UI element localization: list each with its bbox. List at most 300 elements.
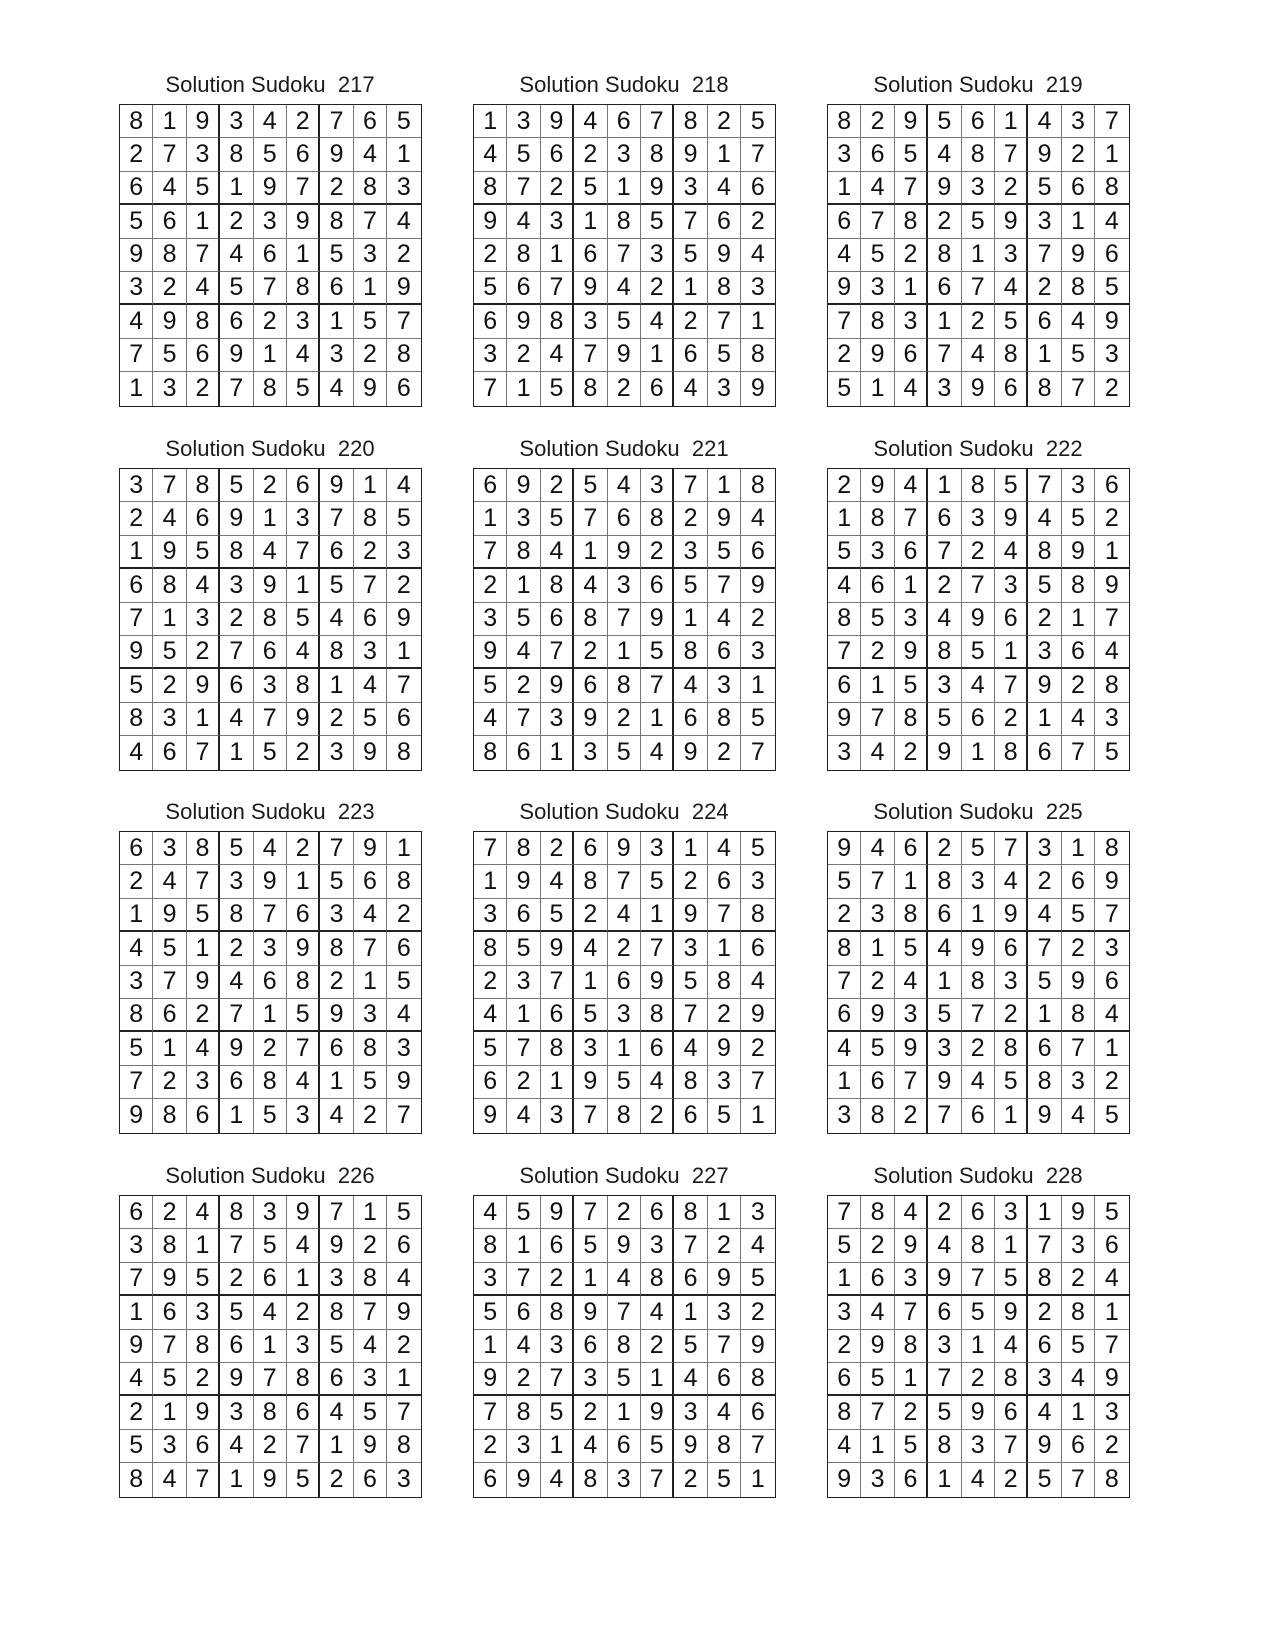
grid-cell: 3 (354, 999, 387, 1032)
grid-cell: 3 (507, 502, 540, 535)
grid-cell: 9 (962, 372, 995, 405)
grid-cell: 9 (541, 932, 574, 965)
grid-cell: 7 (750, 738, 765, 767)
grid-cell: 6 (708, 636, 741, 669)
grid-cell: 3 (962, 1430, 995, 1463)
grid-cell: 3 (254, 205, 287, 238)
grid-cell: 9 (474, 1363, 507, 1396)
grid-cell: 1 (750, 1101, 765, 1130)
puzzle-title: Solution Sudoku 224 (519, 799, 729, 824)
grid-cell: 1 (120, 536, 153, 569)
grid-cell: 1 (1028, 999, 1061, 1032)
grid-cell: 9 (387, 603, 420, 636)
grid-cell: 8 (1062, 272, 1095, 305)
grid-cell: 9 (287, 703, 320, 736)
grid-cell: 9 (861, 999, 894, 1032)
grid-cell: 1 (1062, 205, 1095, 238)
grid-cell: 9 (120, 1099, 153, 1132)
grid-cell: 1 (254, 502, 287, 535)
grid-cell: 8 (507, 239, 540, 272)
grid-cell: 3 (674, 536, 707, 569)
grid-cell: 7 (828, 1196, 861, 1229)
grid-cell: 3 (354, 636, 387, 669)
grid-cell: 8 (741, 1363, 774, 1396)
grid-cell: 5 (1062, 502, 1095, 535)
grid-cell: 7 (474, 536, 507, 569)
grid-cell: 8 (641, 999, 674, 1032)
grid-cell: 5 (320, 239, 353, 272)
grid-cell: 1 (187, 205, 220, 238)
grid-cell: 1 (828, 502, 861, 535)
grid-cell: 3 (995, 239, 1028, 272)
grid-cell: 8 (674, 1196, 707, 1229)
grid-cell: 3 (220, 865, 253, 898)
grid-cell: 3 (1095, 703, 1128, 736)
grid-cell: 6 (220, 1330, 253, 1363)
grid-cell: 5 (287, 999, 320, 1032)
grid-cell: 5 (354, 703, 387, 736)
grid-cell: 8 (120, 105, 153, 138)
grid-cell: 8 (641, 138, 674, 171)
grid-cell: 5 (507, 932, 540, 965)
grid-cell: 1 (153, 105, 186, 138)
grid-cell: 6 (674, 1263, 707, 1296)
grid-cell: 6 (387, 1229, 420, 1262)
grid-cell: 5 (1062, 1330, 1095, 1363)
grid-cell: 6 (995, 932, 1028, 965)
grid-cell: 1 (861, 932, 894, 965)
grid-cell: 9 (187, 105, 220, 138)
grid-cell: 1 (220, 736, 253, 769)
grid-cell: 4 (354, 1330, 387, 1363)
grid-cell: 6 (153, 1296, 186, 1329)
grid-cell: 3 (1028, 832, 1061, 865)
grid-cell: 3 (507, 966, 540, 999)
grid-cell: 2 (354, 1099, 387, 1132)
grid-cell: 9 (741, 999, 774, 1032)
grid-cell: 6 (828, 999, 861, 1032)
grid-cell: 7 (153, 1330, 186, 1363)
grid-cell: 7 (354, 205, 387, 238)
grid-cell: 9 (320, 999, 353, 1032)
puzzle-title: Solution Sudoku 218 (519, 72, 729, 97)
grid-cell: 2 (574, 899, 607, 932)
grid-cell: 9 (574, 703, 607, 736)
grid-cell: 5 (254, 1229, 287, 1262)
grid-cell: 9 (120, 239, 153, 272)
grid-cell: 5 (507, 138, 540, 171)
grid-cell: 4 (153, 172, 186, 205)
grid-cell: 2 (474, 1430, 507, 1463)
grid-cell: 8 (474, 1229, 507, 1262)
grid-cell: 4 (254, 536, 287, 569)
grid-cell: 6 (641, 569, 674, 602)
grid-cell: 5 (541, 1396, 574, 1429)
grid-cell: 7 (320, 502, 353, 535)
grid-cell: 7 (541, 966, 574, 999)
grid-cell: 3 (187, 1066, 220, 1099)
grid-cell: 5 (574, 999, 607, 1032)
grid-cell: 1 (741, 669, 774, 702)
grid-cell: 3 (320, 736, 353, 769)
grid-cell: 7 (254, 899, 287, 932)
grid-cell: 2 (120, 865, 153, 898)
grid-cell: 7 (287, 1032, 320, 1065)
grid-cell: 5 (1095, 272, 1128, 305)
grid-cell: 9 (220, 339, 253, 372)
grid-cell: 3 (828, 1099, 861, 1132)
grid-cell: 2 (962, 1363, 995, 1396)
grid-cell: 7 (220, 636, 253, 669)
grid-cell: 8 (828, 105, 861, 138)
grid-cell: 8 (220, 536, 253, 569)
grid-cell: 3 (608, 1463, 641, 1496)
grid-cell: 3 (507, 1430, 540, 1463)
grid-cell: 4 (574, 569, 607, 602)
grid-cell: 9 (962, 932, 995, 965)
grid-cell: 6 (861, 569, 894, 602)
grid-cell: 8 (187, 1330, 220, 1363)
grid-cell: 7 (741, 1066, 774, 1099)
grid-cell: 2 (320, 703, 353, 736)
grid-cell: 5 (254, 736, 287, 769)
grid-cell: 4 (187, 1196, 220, 1229)
grid-cell: 4 (187, 1032, 220, 1065)
grid-cell: 6 (928, 899, 961, 932)
grid-cell: 3 (641, 469, 674, 502)
grid-cell: 4 (861, 172, 894, 205)
grid-cell: 2 (928, 832, 961, 865)
grid-cell: 9 (1028, 1099, 1061, 1132)
grid-cell: 6 (995, 372, 1028, 405)
grid-cell: 7 (354, 1296, 387, 1329)
grid-cell: 9 (474, 205, 507, 238)
grid-cell: 4 (1095, 1263, 1128, 1296)
grid-cell: 9 (254, 865, 287, 898)
grid-cell: 8 (1095, 669, 1128, 702)
grid-cell: 5 (708, 1463, 741, 1496)
grid-cell: 2 (741, 603, 774, 636)
grid-cell: 7 (320, 105, 353, 138)
grid-cell: 6 (507, 272, 540, 305)
grid-cell: 3 (320, 339, 353, 372)
grid-cell: 3 (220, 569, 253, 602)
grid-cell: 5 (861, 603, 894, 636)
grid-cell: 9 (828, 703, 861, 736)
grid-cell: 8 (574, 603, 607, 636)
grid-cell: 4 (928, 932, 961, 965)
grid-cell: 4 (608, 1263, 641, 1296)
grid-cell: 9 (828, 832, 861, 865)
grid-cell: 5 (895, 138, 928, 171)
grid-cell: 1 (287, 239, 320, 272)
grid-cell: 8 (574, 865, 607, 898)
grid-cell: 4 (541, 536, 574, 569)
grid-cell: 2 (507, 1066, 540, 1099)
puzzle-title: Solution Sudoku 226 (165, 1163, 375, 1188)
grid-cell: 9 (320, 469, 353, 502)
grid-cell: 9 (674, 899, 707, 932)
grid-cell: 3 (541, 1330, 574, 1363)
grid-cell: 6 (895, 536, 928, 569)
grid-cell: 4 (895, 372, 928, 405)
grid-cell: 7 (674, 469, 707, 502)
grid-cell: 3 (1062, 1066, 1095, 1099)
grid-cell: 4 (320, 603, 353, 636)
grid-cell: 3 (320, 899, 353, 932)
grid-cell: 7 (153, 966, 186, 999)
grid-cell: 3 (574, 1032, 607, 1065)
grid-cell: 4 (608, 469, 641, 502)
grid-cell: 9 (608, 1229, 641, 1262)
grid-cell: 9 (1062, 536, 1095, 569)
grid-cell: 4 (220, 239, 253, 272)
grid-cell: 8 (287, 1363, 320, 1396)
grid-cell: 9 (153, 1263, 186, 1296)
grid-cell: 8 (741, 469, 774, 502)
grid-cell: 4 (320, 1396, 353, 1429)
grid-cell: 2 (895, 1396, 928, 1429)
grid-cell: 3 (287, 305, 320, 338)
grid-cell: 1 (895, 865, 928, 898)
grid-cell: 4 (354, 669, 387, 702)
grid-cell: 8 (574, 1463, 607, 1496)
grid-cell: 5 (674, 1330, 707, 1363)
grid-cell: 4 (995, 272, 1028, 305)
grid-cell: 8 (928, 865, 961, 898)
grid-cell: 7 (674, 999, 707, 1032)
grid-cell: 5 (287, 603, 320, 636)
grid-cell: 2 (254, 1032, 287, 1065)
grid-cell: 6 (861, 138, 894, 171)
grid-cell: 4 (1095, 999, 1128, 1032)
grid-cell: 6 (474, 1066, 507, 1099)
grid-cell: 6 (507, 899, 540, 932)
grid-cell: 4 (574, 932, 607, 965)
grid-cell: 4 (507, 636, 540, 669)
grid-cell: 1 (153, 1396, 186, 1429)
grid-cell: 2 (574, 636, 607, 669)
grid-cell: 5 (741, 1263, 774, 1296)
grid-cell: 9 (153, 305, 186, 338)
grid-cell: 9 (354, 1430, 387, 1463)
grid-cell: 9 (895, 1032, 928, 1065)
grid-cell: 3 (674, 932, 707, 965)
grid-cell: 5 (928, 1396, 961, 1429)
grid-cell: 5 (220, 272, 253, 305)
grid-cell: 6 (120, 569, 153, 602)
grid-cell: 3 (287, 1099, 320, 1132)
grid-cell: 6 (387, 703, 420, 736)
grid-cell: 5 (674, 966, 707, 999)
grid-cell: 9 (507, 1463, 540, 1496)
grid-cell: 3 (928, 372, 961, 405)
grid-cell: 4 (1095, 636, 1128, 669)
grid-cell: 2 (895, 1099, 928, 1132)
grid-cell: 9 (220, 1032, 253, 1065)
grid-cell: 7 (254, 1363, 287, 1396)
grid-cell: 6 (741, 172, 774, 205)
grid-cell: 4 (895, 966, 928, 999)
grid-cell: 6 (507, 1296, 540, 1329)
grid-cell: 5 (962, 205, 995, 238)
grid-cell: 8 (828, 1396, 861, 1429)
grid-cell: 7 (641, 932, 674, 965)
grid-cell: 6 (861, 1066, 894, 1099)
grid-cell: 4 (574, 1430, 607, 1463)
grid-cell: 1 (220, 172, 253, 205)
grid-cell: 4 (474, 1196, 507, 1229)
grid-cell: 8 (1028, 1263, 1061, 1296)
grid-cell: 3 (895, 999, 928, 1032)
grid-cell: 7 (254, 703, 287, 736)
grid-cell: 8 (254, 1066, 287, 1099)
grid-cell: 1 (187, 1229, 220, 1262)
grid-cell: 4 (387, 469, 420, 502)
grid-cell: 1 (708, 1196, 741, 1229)
grid-cell: 3 (828, 138, 861, 171)
grid-cell: 1 (541, 1066, 574, 1099)
grid-cell: 4 (474, 138, 507, 171)
grid-cell: 1 (1062, 603, 1095, 636)
grid-cell: 5 (574, 469, 607, 502)
grid-cell: 2 (541, 1263, 574, 1296)
grid-cell: 4 (1062, 1363, 1095, 1396)
grid-cell: 8 (541, 1032, 574, 1065)
grid-cell: 6 (741, 536, 774, 569)
grid-cell: 6 (1028, 305, 1061, 338)
grid-cell: 7 (354, 932, 387, 965)
grid-cell: 1 (828, 1066, 861, 1099)
grid-cell: 2 (641, 536, 674, 569)
grid-cell: 6 (187, 502, 220, 535)
grid-cell: 8 (928, 1430, 961, 1463)
grid-cell: 1 (674, 272, 707, 305)
grid-cell: 1 (995, 1229, 1028, 1262)
grid-cell: 6 (861, 1263, 894, 1296)
grid-cell: 5 (120, 669, 153, 702)
grid-cell: 1 (120, 372, 153, 405)
grid-cell: 4 (287, 636, 320, 669)
grid-cell: 1 (541, 736, 574, 769)
grid-cell: 9 (1062, 239, 1095, 272)
grid-cell: 7 (741, 138, 774, 171)
grid-cell: 1 (254, 999, 287, 1032)
grid-cell: 4 (995, 1330, 1028, 1363)
grid-cell: 1 (507, 999, 540, 1032)
grid-cell: 2 (674, 305, 707, 338)
grid-cell: 6 (507, 736, 540, 769)
grid-cell: 4 (574, 105, 607, 138)
grid-cell: 6 (1062, 636, 1095, 669)
grid-cell: 9 (1095, 305, 1128, 338)
grid-cell: 5 (608, 736, 641, 769)
grid-cell: 9 (574, 272, 607, 305)
grid-cell: 7 (387, 1396, 420, 1429)
grid-cell: 1 (574, 205, 607, 238)
grid-cell: 7 (674, 205, 707, 238)
grid-cell: 6 (828, 669, 861, 702)
grid-cell: 4 (861, 832, 894, 865)
grid-cell: 8 (396, 738, 411, 767)
grid-cell: 8 (641, 1263, 674, 1296)
grid-cell: 4 (354, 138, 387, 171)
grid-cell: 1 (608, 172, 641, 205)
grid-cell: 4 (995, 865, 1028, 898)
grid-cell: 3 (895, 1263, 928, 1296)
grid-cell: 5 (541, 899, 574, 932)
grid-cell: 8 (895, 205, 928, 238)
grid-cell: 7 (120, 603, 153, 636)
grid-cell: 3 (474, 1263, 507, 1296)
grid-cell: 9 (287, 932, 320, 965)
grid-cell: 9 (1095, 865, 1128, 898)
grid-cell: 1 (1095, 536, 1128, 569)
grid-cell: 1 (641, 339, 674, 372)
grid-cell: 4 (507, 1099, 540, 1132)
grid-cell: 8 (708, 272, 741, 305)
grid-cell: 6 (674, 703, 707, 736)
grid-cell: 3 (574, 305, 607, 338)
grid-cell: 3 (928, 669, 961, 702)
grid-cell: 6 (928, 502, 961, 535)
grid-cell: 7 (928, 1099, 961, 1132)
grid-cell: 2 (608, 372, 641, 405)
grid-cell: 5 (962, 636, 995, 669)
grid-cell: 2 (120, 138, 153, 171)
grid-cell: 8 (1104, 1465, 1119, 1494)
grid-cell: 4 (962, 339, 995, 372)
puzzle-title: Solution Sudoku 223 (165, 799, 375, 824)
grid-cell: 8 (828, 603, 861, 636)
grid-cell: 8 (153, 569, 186, 602)
grid-cell: 7 (541, 1363, 574, 1396)
grid-cell: 5 (708, 1099, 741, 1132)
grid-cell: 4 (741, 966, 774, 999)
grid-cell: 9 (187, 1396, 220, 1429)
grid-cell: 2 (387, 239, 420, 272)
grid-cell: 3 (708, 1066, 741, 1099)
grid-cell: 9 (895, 1229, 928, 1262)
grid-cell: 2 (320, 966, 353, 999)
grid-cell: 6 (320, 1363, 353, 1396)
grid-cell: 1 (674, 832, 707, 865)
grid-cell: 2 (674, 502, 707, 535)
grid-cell: 1 (507, 1229, 540, 1262)
grid-cell: 4 (708, 832, 741, 865)
grid-cell: 1 (474, 1330, 507, 1363)
grid-cell: 4 (120, 932, 153, 965)
grid-cell: 1 (354, 1196, 387, 1229)
grid-cell: 6 (928, 1296, 961, 1329)
grid-cell: 4 (220, 966, 253, 999)
grid-cell: 4 (507, 1330, 540, 1363)
grid-cell: 6 (928, 272, 961, 305)
grid-cell: 6 (674, 1099, 707, 1132)
grid-cell: 7 (354, 569, 387, 602)
grid-cell: 9 (641, 172, 674, 205)
grid-cell: 1 (1062, 1396, 1095, 1429)
grid-cell: 2 (354, 536, 387, 569)
grid-cell: 7 (995, 832, 1028, 865)
grid-cell: 2 (153, 669, 186, 702)
grid-cell: 3 (1062, 105, 1095, 138)
grid-cell: 1 (187, 932, 220, 965)
grid-cell: 7 (962, 272, 995, 305)
grid-cell: 3 (861, 272, 894, 305)
grid-cell: 5 (541, 502, 574, 535)
grid-cell: 4 (741, 1229, 774, 1262)
